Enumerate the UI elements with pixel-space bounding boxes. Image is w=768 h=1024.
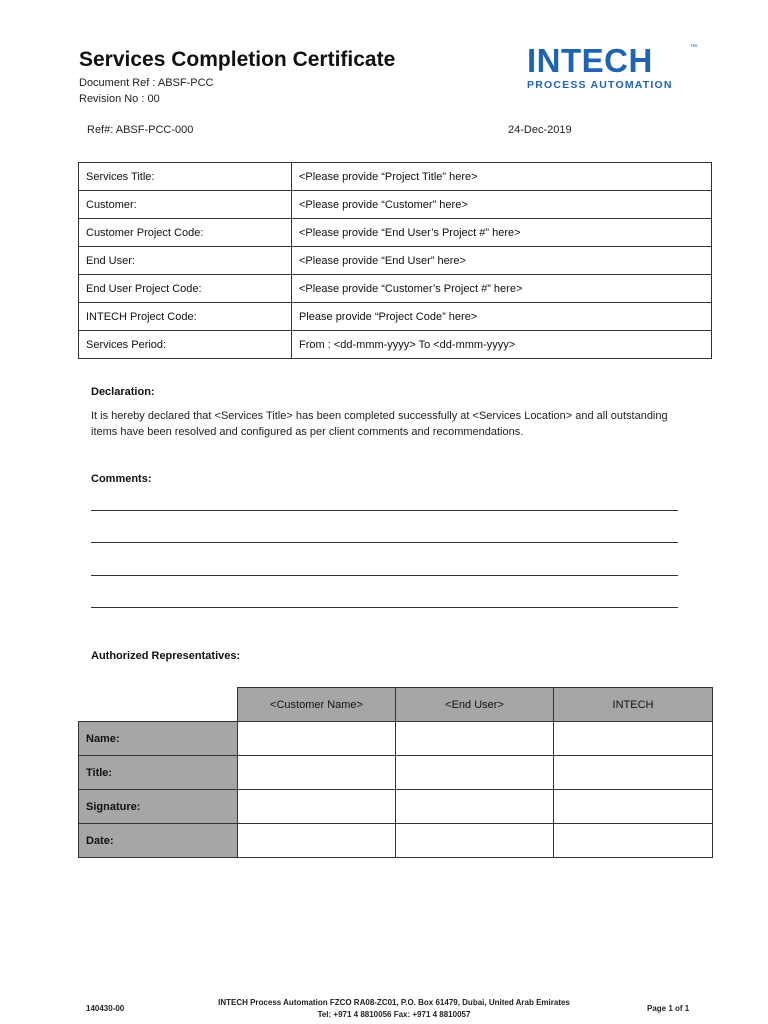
row-value[interactable]: From : <dd-mmm-yyyy> To <dd-mmm-yyyy> [292,331,712,359]
signature-cell[interactable] [238,722,396,756]
table-row [79,331,712,359]
row-label: Services Title: [79,163,292,191]
column-header: INTECH [554,688,713,722]
document-ref: Document Ref : ABSF-PCC [79,77,214,89]
row-value[interactable]: <Please provide “End User” here> [292,247,712,275]
reference-number: Ref#: ABSF-PCC-000 [87,124,194,136]
signature-table [78,687,713,858]
services-info-table [78,162,712,359]
signature-cell[interactable] [396,824,554,858]
signature-cell[interactable] [238,790,396,824]
table-row [79,191,712,219]
table-row [79,219,712,247]
row-label: End User Project Code: [79,275,292,303]
row-value[interactable]: <Please provide “Customer” here> [292,191,712,219]
authorized-representatives-heading: Authorized Representatives: [91,650,241,662]
document-title: Services Completion Certificate [79,48,396,71]
footer-page-number: Page 1 of 1 [647,1004,690,1013]
table-row [79,275,712,303]
signature-cell[interactable] [554,756,713,790]
signature-cell[interactable] [396,790,554,824]
row-header: Date: [79,824,238,858]
footer-contact: Tel: +971 4 8810056 Fax: +971 4 8810057 [317,1010,471,1019]
signature-cell[interactable] [396,722,554,756]
comment-line[interactable] [91,542,678,543]
signature-cell[interactable] [238,824,396,858]
trademark-symbol: ™ [690,44,697,51]
row-label: Customer Project Code: [79,219,292,247]
declaration-line: It is hereby declared that <Services Title> has been completed successfully at <Services Location> and all outstanding [91,410,668,422]
signature-cell[interactable] [554,722,713,756]
row-header: Signature: [79,790,238,824]
logo-subtitle: PROCESS AUTOMATION [527,79,673,91]
row-header: Title: [79,756,238,790]
signature-cell[interactable] [238,756,396,790]
row-value[interactable]: <Please provide “Project Title” here> [292,163,712,191]
signature-cell[interactable] [554,790,713,824]
comments-heading: Comments: [91,473,152,485]
row-label: End User: [79,247,292,275]
declaration-line: items have been resolved and configured as per client comments and recommendations. [91,426,524,438]
footer-address-block [200,997,588,1021]
logo-wordmark: INTECH [527,42,653,79]
table-row [79,247,712,275]
revision-number: Revision No : 00 [79,93,160,105]
row-label: Customer: [79,191,292,219]
document-date: 24-Dec-2019 [508,124,572,136]
row-value[interactable]: <Please provide “Customer’s Project #” here> [292,275,712,303]
column-header: <End User> [396,688,554,722]
table-row [79,824,713,858]
comment-line[interactable] [91,607,678,608]
signature-cell[interactable] [396,756,554,790]
signature-cell[interactable] [554,824,713,858]
row-value[interactable]: <Please provide “End User’s Project #” here> [292,219,712,247]
table-row [79,756,713,790]
table-row [79,303,712,331]
footer-doc-code: 140430-00 [86,1004,125,1013]
declaration-text [91,408,701,440]
empty-corner-cell [79,688,238,722]
row-value[interactable]: Please provide “Project Code” here> [292,303,712,331]
column-header: <Customer Name> [238,688,396,722]
table-row [79,790,713,824]
table-header-row [79,688,713,722]
table-row [79,722,713,756]
row-label: Services Period: [79,331,292,359]
row-header: Name: [79,722,238,756]
footer-address: INTECH Process Automation FZCO RA08-ZC01, P.O. Box 61479, Dubai, United Arab Emirates [218,998,570,1007]
table-row [79,163,712,191]
comment-line[interactable] [91,510,678,511]
row-label: INTECH Project Code: [79,303,292,331]
declaration-heading: Declaration: [91,386,155,398]
comment-line[interactable] [91,575,678,576]
intech-logo [527,44,699,91]
